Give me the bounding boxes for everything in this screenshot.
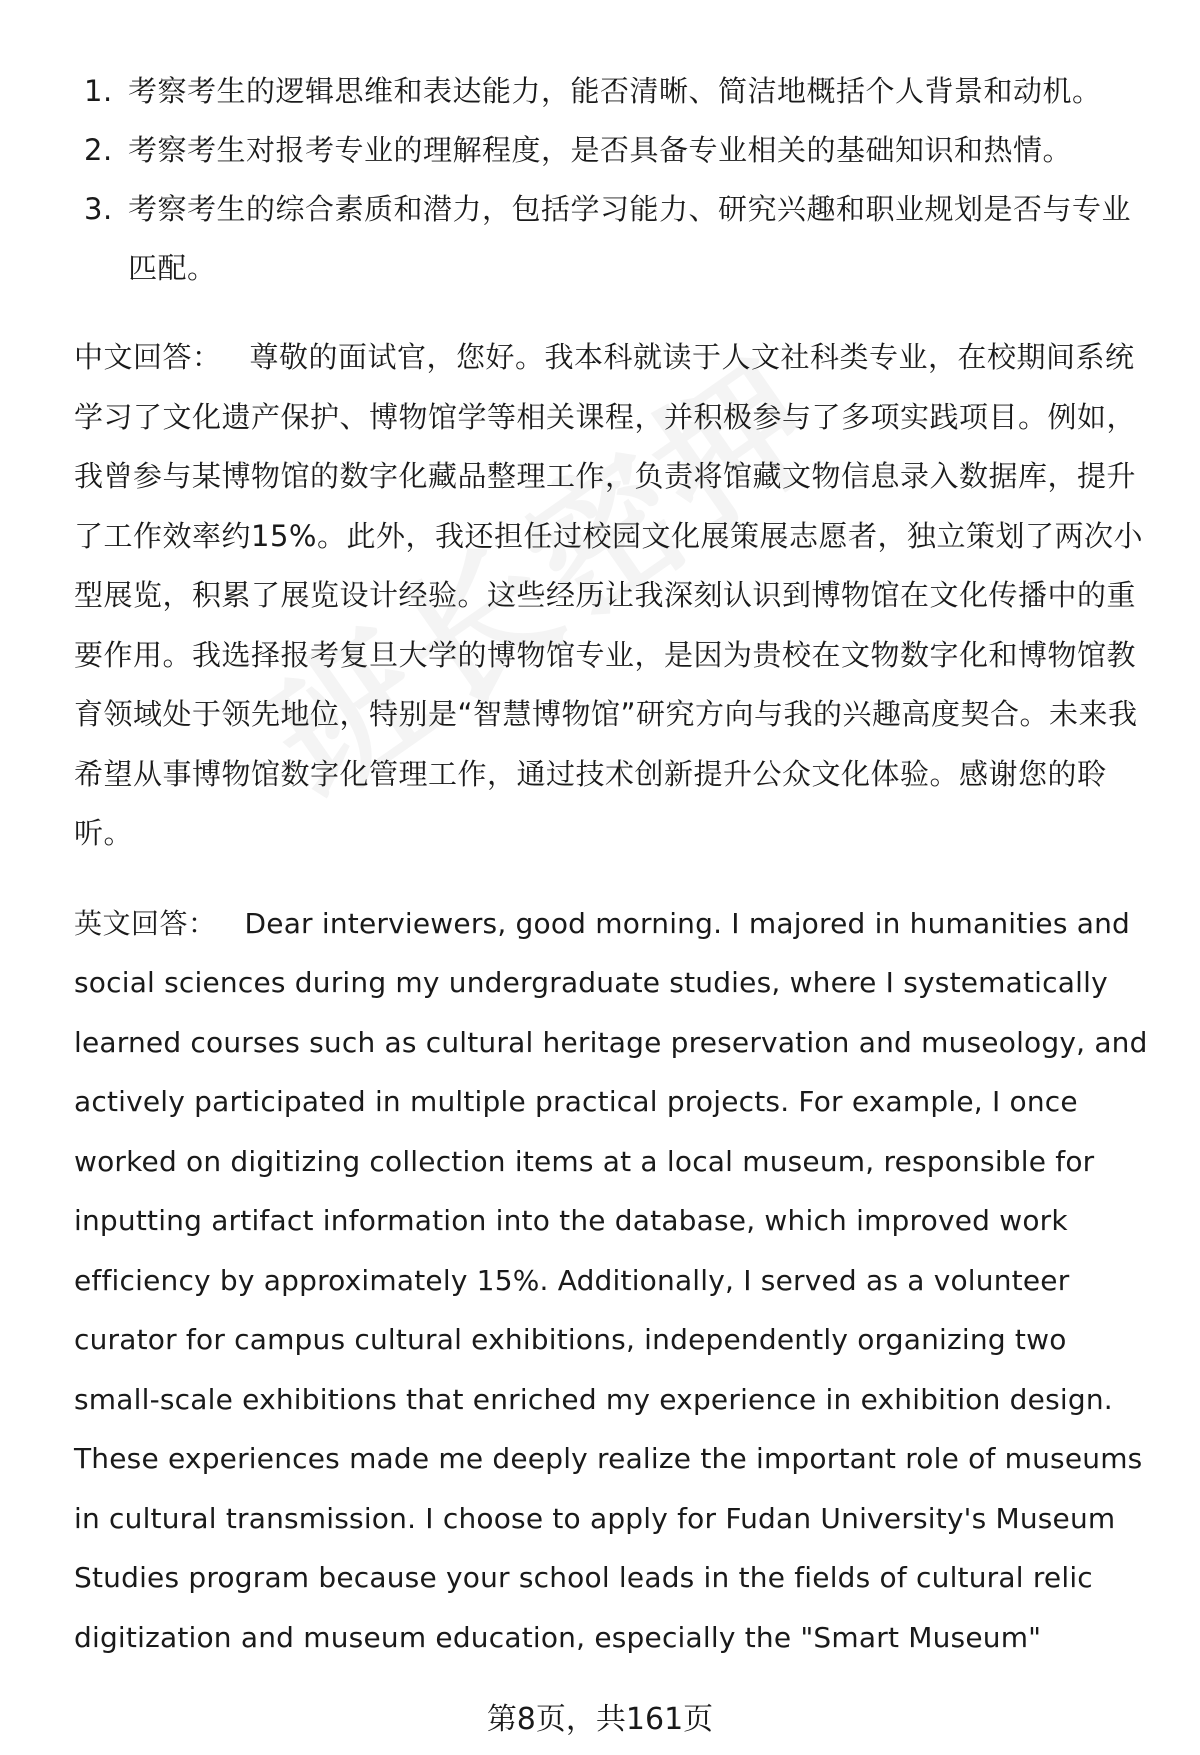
list-item — [74, 62, 1156, 121]
list-item-text: 考察考生的综合素质和潜力，包括学习能力、研究兴趣和职业规划是否与专业匹配。 — [128, 192, 1132, 285]
english-answer-label: 英文回答： — [74, 906, 217, 940]
document-page — [74, 62, 1156, 1667]
list-item — [74, 121, 1156, 180]
list-number: 1. — [84, 74, 113, 108]
english-answer-text: Dear interviewers, good morning. I majored in humanities and social sciences during my undergraduate studies, where I systematically learned courses such as cultural heritage preservation and museology, and actively participated in multiple practical projects. For example, I once worked on digitizing collection items at a local museum, responsible for inputting artifact information into the database, which improved work efficiency by approximately 15%. Additionally, I served as a volunteer curator for campus cultural exhibitions, independently organizing two small-scale exhibitions that enriched my experience in exhibition design. These experiences made me deeply realize the important role of museums in cultural transmission. I choose to apply for Fudan University's Museum Studies program because your school leads in the fields of cultural relic digitization and museum education, especially the "Smart Museum" — [74, 906, 1148, 1654]
list-item-text: 考察考生的逻辑思维和表达能力，能否清晰、简洁地概括个人背景和动机。 — [128, 74, 1102, 108]
criteria-list — [74, 62, 1156, 298]
chinese-answer-text: 尊敬的面试官，您好。我本科就读于人文社科类专业，在校期间系统学习了文化遗产保护、博物馆学等相关课程，并积极参与了多项实践项目。例如，我曾参与某博物馆的数字化藏品整理工作，负责将馆藏文物信息录入数据库，提升了工作效率约15%。此外，我还担任过校园文化展策展志愿者，独立策划了两次小型展览，积累了展览设计经验。这些经历让我深刻认识到博物馆在文化传播中的重要作用。我选择报考复旦大学的博物馆专业，是因为贵校在文物数字化和博物馆教育领域处于领先地位，特别是“智慧博物馆”研究方向与我的兴趣高度契合。未来我希望从事博物馆数字化管理工作，通过技术创新提升公众文化体验。感谢您的聆听。 — [74, 340, 1143, 850]
english-answer-paragraph — [74, 894, 1156, 1668]
page-number: 第8页，共161页 — [486, 1702, 714, 1737]
list-number: 2. — [84, 133, 113, 167]
chinese-answer-label: 中文回答： — [74, 340, 222, 374]
list-item-text: 考察考生对报考专业的理解程度，是否具备专业相关的基础知识和热情。 — [128, 133, 1073, 167]
page-footer — [0, 1700, 1200, 1740]
list-number: 3. — [84, 192, 113, 226]
chinese-answer-paragraph — [74, 328, 1156, 864]
list-item — [74, 180, 1156, 298]
